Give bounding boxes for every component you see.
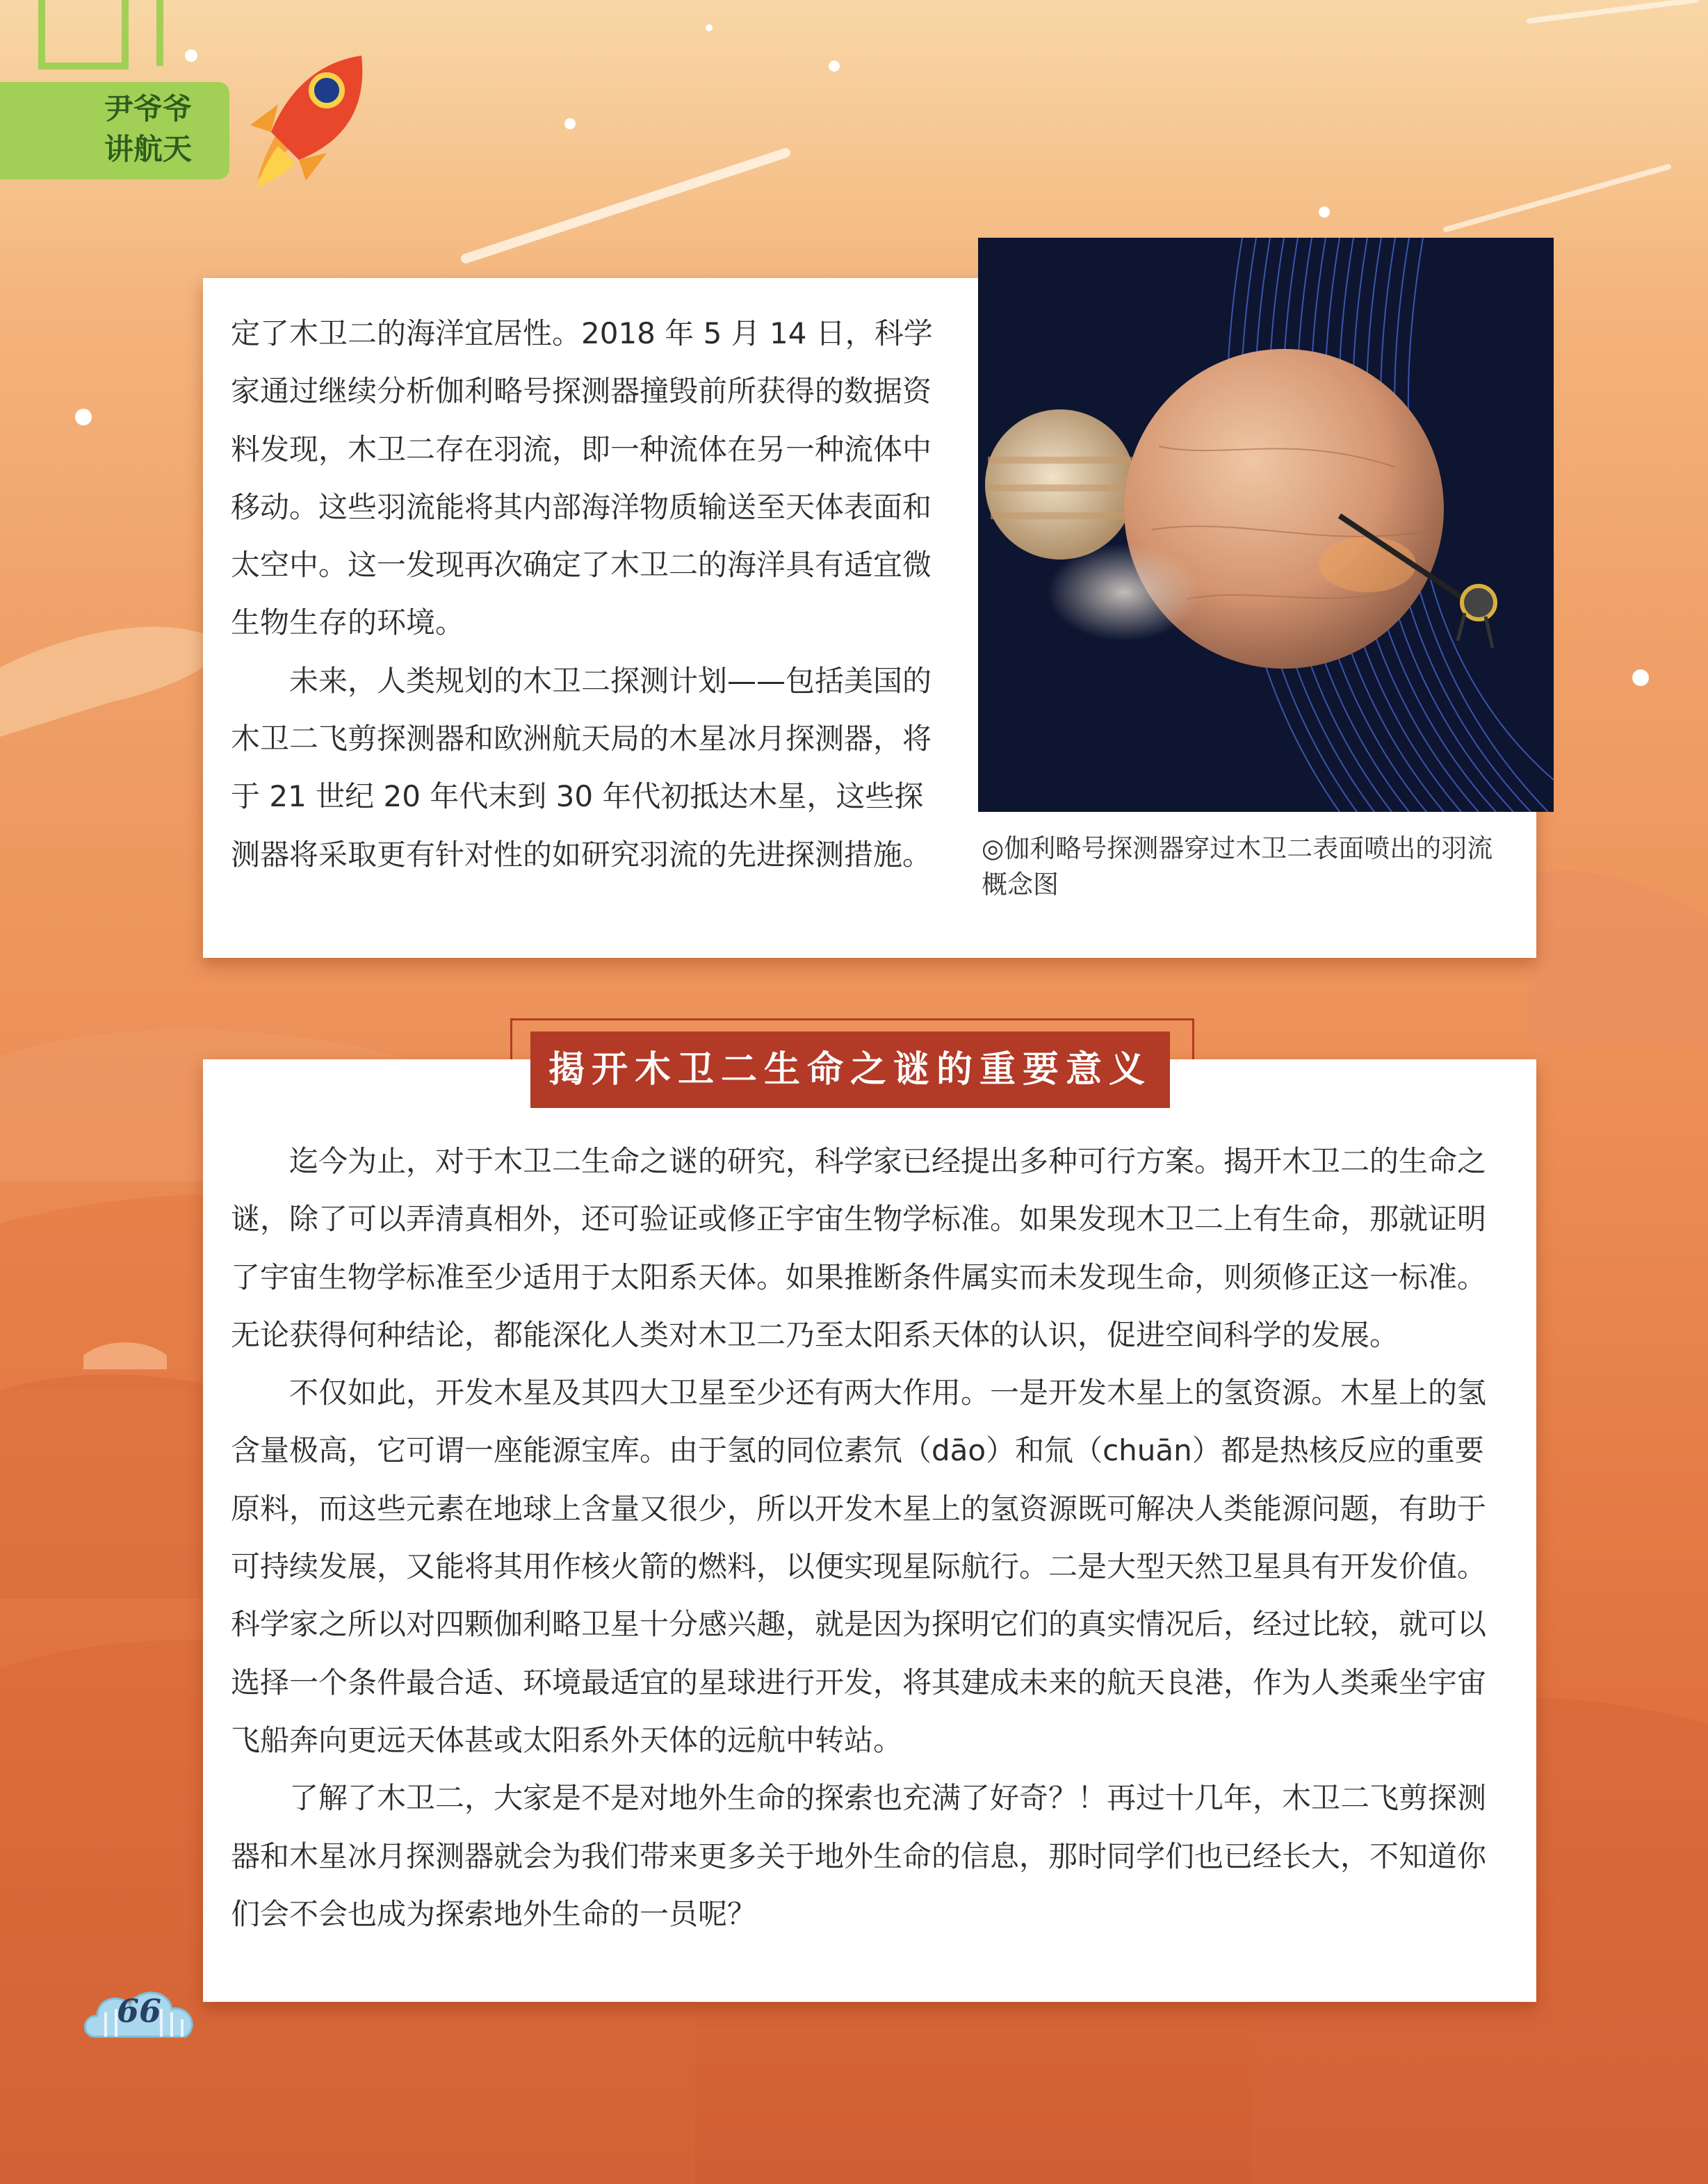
europa-plume-illustration xyxy=(978,238,1554,812)
bottom-text-card xyxy=(203,1059,1536,2002)
section-heading: 揭开木卫二生命之谜的重要意义 xyxy=(548,1049,1152,1091)
section-tab-line2: 讲航天 xyxy=(104,132,193,166)
top-card-text xyxy=(231,304,947,883)
figure-caption: ◎伽利略号探测器穿过木卫二表面喷出的羽流概念图 xyxy=(982,833,1493,899)
page-number: 66 xyxy=(116,1992,161,2030)
top-paragraph-2: 未来，人类规划的木卫二探测计划——包括美国的木卫二飞剪探测器和欧洲航天局的木星冰月探测器，将于 21 世纪 20 年代末到 30 年代初抵达木星，这些探测器将采取更有针对性的如研究羽流的先进探测措施。 xyxy=(231,663,932,872)
rocket-icon xyxy=(229,42,382,202)
section-tab-line1: 尹爷爷 xyxy=(104,92,193,126)
bottom-paragraph-3: 了解了木卫二，大家是不是对地外生命的探索也充满了好奇？！再过十几年，木卫二飞剪探测器和木星冰月探测器就会为我们带来更多关于地外生命的信息，那时同学们也已经长大，不知道你们会不会也成为探索地外生命的一员呢？ xyxy=(231,1781,1487,1931)
bottom-paragraph-1: 迄今为止，对于木卫二生命之谜的研究，科学家已经提出多种可行方案。揭开木卫二的生命之谜，除了可以弄清真相外，还可验证或修正宇宙生物学标准。如果发现木卫二上有生命，那就证明了宇宙生物学标准至少适用于太阳系天体。如果推断条件属实而未发现生命，则须修正这一标准。无论获得何种结论，都能深化人类对木卫二乃至太阳系天体的认识，促进空间科学的发展。 xyxy=(231,1144,1487,1352)
section-tab-label xyxy=(104,89,222,170)
bottom-paragraph-2: 不仅如此，开发木星及其四大卫星至少还有两大作用。一是开发木星上的氢资源。木星上的氢含量极高，它可谓一座能源宝库。由于氢的同位素氘（dāo）和氚（chuān）都是热核反应的重要原料，而这些元素在地球上含量又很少，所以开发木星上的氢资源既可解决人类能源问题，有助于可持续发展，又能将其用作核火箭的燃料，以便实现星际航行。二是大型天然卫星具有开发价值。科学家之所以对四颗伽利略卫星十分感兴趣，就是因为探明它们的真实情况后，经过比较，就可以选择一个条件最合适、环境最适宜的星球进行开发，将其建成未来的航天良港，作为人类乘坐宇宙飞船奔向更远天体甚或太阳系外天体的远航中转站。 xyxy=(231,1376,1487,1757)
bottom-card-text xyxy=(231,1132,1508,1943)
top-paragraph-1: 定了木卫二的海洋宜居性。2018 年 5 月 14 日，科学家通过继续分析伽利略号探测器撞毁前所获得的数据资料发现，木卫二存在羽流，即一种流体在另一种流体中移动。这些羽流能将其内部海洋物质输送至天体表面和太空中。这一发现再次确定了木卫二的海洋具有适宜微生物生存的环境。 xyxy=(231,316,933,640)
